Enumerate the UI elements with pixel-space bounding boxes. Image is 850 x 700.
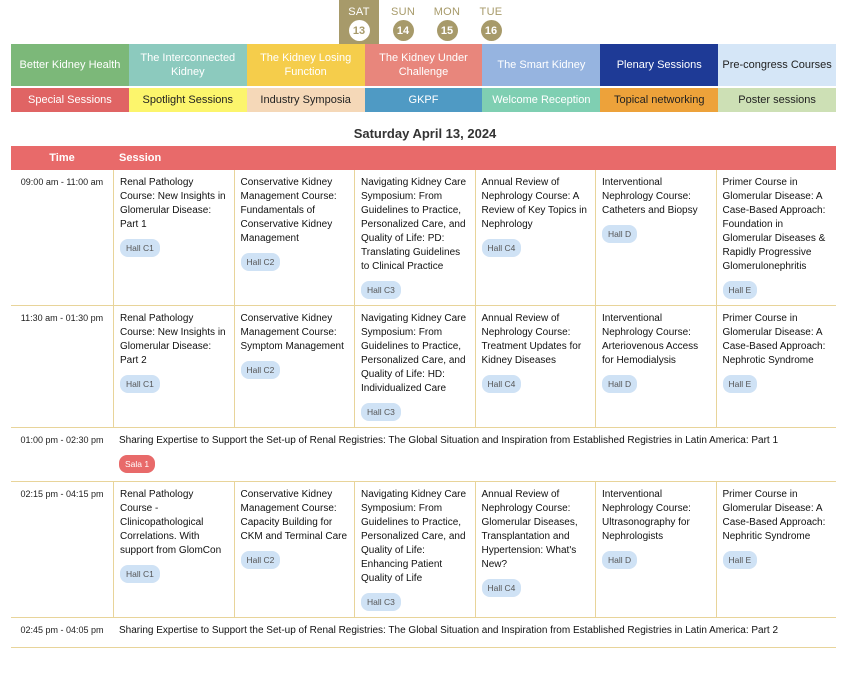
day-name: SAT — [348, 6, 370, 18]
category-the-kidney-under-challenge[interactable]: The Kidney Under Challenge — [365, 44, 483, 86]
day-tab-mon[interactable] — [427, 0, 467, 44]
hall-badge: Hall C3 — [361, 281, 401, 299]
table-row — [11, 170, 836, 306]
day-name: TUE — [479, 6, 503, 18]
session-time: 01:00 pm - 02:30 pm — [20, 435, 104, 445]
session-cell[interactable] — [234, 170, 355, 305]
session-title[interactable]: Conservative Kidney Management Course: Symptom Management — [240, 313, 344, 352]
session-title[interactable]: Annual Review of Nephrology Course: A Review of Key Topics in Nephrology — [481, 177, 587, 230]
category-poster-sessions[interactable]: Poster sessions — [718, 88, 836, 112]
header-session: Session — [119, 152, 162, 164]
session-title[interactable]: Renal Pathology Course: New Insights in Glomerular Disease: Part 1 — [120, 177, 226, 230]
category-spotlight-sessions[interactable]: Spotlight Sessions — [129, 88, 247, 112]
table-row — [11, 428, 836, 482]
day-tabs — [339, 0, 511, 44]
hall-badge: Hall C4 — [482, 579, 522, 597]
hall-badge: Hall C2 — [241, 253, 281, 271]
session-cell[interactable] — [234, 482, 355, 617]
hall-badge: Hall D — [602, 225, 637, 243]
session-cells — [113, 306, 836, 427]
hall-badge: Hall C2 — [241, 551, 281, 569]
hall-badge: Hall D — [602, 375, 637, 393]
session-title[interactable]: Navigating Kidney Care Symposium: From Guidelines to Practice, Personalized Care, and Quality of Life: PD: Translating Guidelines to Clinical Practice — [361, 177, 467, 272]
session-title[interactable]: Annual Review of Nephrology Course: Treatment Updates for Kidney Diseases — [481, 313, 582, 366]
session-title[interactable]: Annual Review of Nephrology Course: Glomerular Diseases, Transplantation and Hypertension: What's New? — [481, 489, 578, 570]
session-title[interactable]: Navigating Kidney Care Symposium: From Guidelines to Practice, Personalized Care, and Quality of Life: Enhancing Patient Quality of Life — [361, 489, 467, 584]
hall-badge: Hall C3 — [361, 593, 401, 611]
category-pre-congress-courses[interactable]: Pre-congress Courses — [718, 44, 836, 86]
category-better-kidney-health[interactable]: Better Kidney Health — [11, 44, 129, 86]
session-cell[interactable] — [113, 170, 234, 305]
header-time: Time — [49, 152, 75, 164]
session-title[interactable]: Conservative Kidney Management Course: Capacity Building for CKM and Terminal Care — [240, 489, 348, 542]
session-cell[interactable] — [475, 170, 596, 305]
category-gkpf[interactable]: GKPF — [365, 88, 483, 112]
category-the-smart-kidney[interactable]: The Smart Kidney — [482, 44, 600, 86]
day-name: MON — [433, 6, 461, 18]
hall-badge: Hall C3 — [361, 403, 401, 421]
category-row — [11, 88, 836, 112]
session-title[interactable]: Interventional Nephrology Course: Ultrasonography for Nephrologists — [602, 489, 691, 542]
table-row — [11, 482, 836, 618]
day-number: 16 — [481, 20, 502, 41]
hall-badge: Hall C4 — [482, 375, 522, 393]
table-header — [11, 146, 836, 170]
session-cell[interactable] — [354, 306, 475, 427]
session-cell[interactable] — [354, 170, 475, 305]
hall-badge: Hall E — [723, 375, 758, 393]
session-time: 02:15 pm - 04:15 pm — [20, 489, 104, 499]
session-cells — [113, 170, 836, 305]
category-the-interconnected-kidney[interactable]: The Interconnected Kidney — [129, 44, 247, 86]
table-body — [11, 170, 836, 648]
hall-badge: Sala 1 — [119, 455, 155, 473]
hall-badge: Hall C1 — [120, 239, 160, 257]
category-row — [11, 44, 836, 86]
category-the-kidney-losing-function[interactable]: The Kidney Losing Function — [247, 44, 365, 86]
session-cell[interactable] — [113, 306, 234, 427]
session-cell[interactable] — [716, 482, 837, 617]
session-cell[interactable] — [354, 482, 475, 617]
session-cells — [113, 482, 836, 617]
session-cell[interactable] — [234, 306, 355, 427]
table-row — [11, 618, 836, 648]
session-title[interactable]: Sharing Expertise to Support the Set-up of Renal Registries: The Global Situation and Inspiration from Established Registries in Latin America: Part 2 — [119, 625, 779, 636]
session-time: 11:30 am - 01:30 pm — [20, 313, 104, 323]
session-cell[interactable] — [475, 306, 596, 427]
session-title[interactable]: Primer Course in Glomerular Disease: A Case-Based Approach: Foundation in Glomerular Diseases & Rapidly Progressive Glomerulonephritis — [722, 177, 826, 272]
category-topical-networking[interactable]: Topical networking — [600, 88, 718, 112]
session-cell[interactable] — [716, 306, 837, 427]
session-time: 02:45 pm - 04:05 pm — [20, 625, 104, 635]
category-industry-symposia[interactable]: Industry Symposia — [247, 88, 365, 112]
day-name: SUN — [390, 6, 416, 18]
session-title[interactable]: Primer Course in Glomerular Disease: A Case-Based Approach: Nephrotic Syndrome — [722, 313, 826, 366]
session-cell[interactable] — [595, 170, 716, 305]
hall-badge: Hall E — [723, 281, 758, 299]
hall-badge: Hall C1 — [120, 375, 160, 393]
session-title[interactable]: Interventional Nephrology Course: Catheters and Biopsy — [602, 177, 698, 216]
hall-badge: Hall D — [602, 551, 637, 569]
hall-badge: Hall C2 — [241, 361, 281, 379]
category-plenary-sessions[interactable]: Plenary Sessions — [600, 44, 718, 86]
category-welcome-reception[interactable]: Welcome Reception — [482, 88, 600, 112]
session-title[interactable]: Renal Pathology Course: New Insights in Glomerular Disease: Part 2 — [120, 313, 226, 366]
session-cell[interactable] — [595, 306, 716, 427]
session-cell[interactable] — [595, 482, 716, 617]
day-tab-sat[interactable] — [339, 0, 379, 44]
category-filter-grid — [11, 44, 836, 112]
day-number: 13 — [349, 20, 370, 41]
day-number: 14 — [393, 20, 414, 41]
session-cell[interactable] — [113, 482, 234, 617]
day-number: 15 — [437, 20, 458, 41]
hall-badge: Hall C1 — [120, 565, 160, 583]
session-title[interactable]: Sharing Expertise to Support the Set-up of Renal Registries: The Global Situation and Inspiration from Established Registries in Latin America: Part 1 — [119, 435, 779, 446]
session-time: 09:00 am - 11:00 am — [20, 177, 104, 187]
session-cells — [113, 428, 836, 481]
session-cells — [113, 618, 836, 647]
day-tab-sun[interactable] — [383, 0, 423, 44]
table-row — [11, 306, 836, 428]
hall-badge: Hall E — [723, 551, 758, 569]
hall-badge: Hall C4 — [482, 239, 522, 257]
session-cell[interactable] — [716, 170, 837, 305]
session-cell[interactable] — [113, 618, 836, 647]
day-tab-tue[interactable] — [471, 0, 511, 44]
session-title[interactable]: Interventional Nephrology Course: Arteriovenous Access for Hemodialysis — [602, 313, 699, 366]
date-title: Saturday April 13, 2024 — [353, 126, 497, 141]
session-cell[interactable] — [113, 428, 836, 481]
schedule-table — [11, 146, 836, 648]
session-title[interactable]: Navigating Kidney Care Symposium: From Guidelines to Practice, Personalized Care, and Quality of Life: HD: Individualized Care — [361, 313, 467, 394]
session-title[interactable]: Conservative Kidney Management Course: Fundamentals of Conservative Kidney Management — [240, 177, 337, 244]
session-title[interactable]: Primer Course in Glomerular Disease: A Case-Based Approach: Nephritic Syndrome — [722, 489, 826, 542]
category-special-sessions[interactable]: Special Sessions — [11, 88, 129, 112]
session-title[interactable]: Renal Pathology Course - Clinicopathological Correlations. With support from GlomCon — [120, 489, 222, 556]
session-cell[interactable] — [475, 482, 596, 617]
